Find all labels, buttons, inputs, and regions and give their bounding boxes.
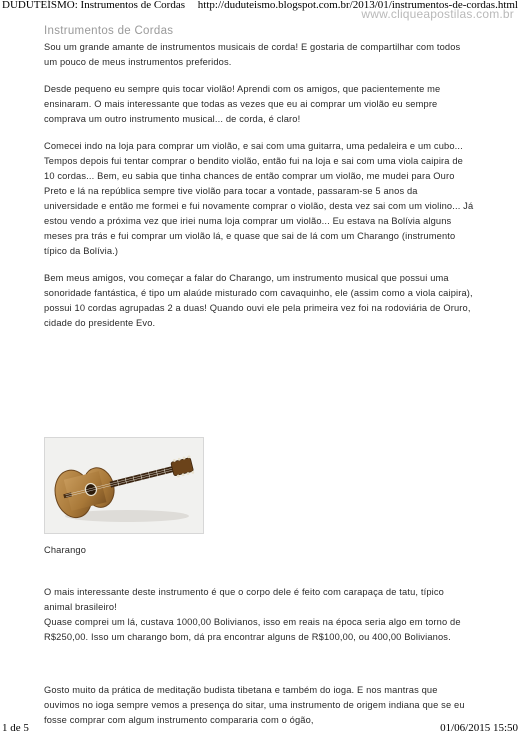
- paragraph: O mais interessante deste instrumento é que o corpo dele é feito com carapaça de tatu, típico animal brasileiro! Quase comprei um lá, custava 1000,00 Bolivianos, isso em reais na época seria algo em torno de R$250,00. Isso um charango bom, dá pra encontrar alguns de R$100,00, ou 400,00 Bolivianos.: [44, 587, 461, 642]
- post-title: Instrumentos de Cordas: [44, 25, 174, 37]
- post-body: [44, 40, 474, 343]
- watermark: www.cliqueapostilas.com.br: [361, 7, 514, 21]
- paragraph: Bem meus amigos, vou começar a falar do Charango, um instrumento musical que possui uma sonoridade fantástica, é tipo um alaúde misturado com cavaquinho, ele (assim como a viola caipira), possui 10 cordas agrupadas 2 a duas! Quando ouvi ele pela primeira vez foi na rodoviária de Oruro, cidade do presidente Evo.: [44, 273, 473, 328]
- print-header-url[interactable]: http://duduteismo.blogspot.com.br/2013/01/instrumentos-de-cordas.html: [197, 0, 518, 11]
- post-body-continued: [44, 585, 474, 659]
- paragraph: Desde pequeno eu sempre quis tocar violão! Aprendi com os amigos, que pacientemente me ensinaram. O mais interessante que todas as vezes que eu ai comprar um violão eu sempre comprava um outro instrumento musical... de corda, é claro!: [44, 84, 441, 124]
- page-number: 1 de 5: [2, 722, 29, 734]
- paragraph: Sou um grande amante de instrumentos musicais de corda! E gostaria de compartilhar com todos um pouco de meus instrumentos preferidos.: [44, 42, 461, 67]
- post-body-last: [44, 683, 474, 728]
- print-timestamp: 01/06/2015 15:50: [440, 722, 518, 734]
- paragraph: Gosto muito da prática de meditação budista tibetana e também do ioga. E nos mantras que ouvimos no ioga sempre vemos a presença do sitar, uma instrumento de origem indiana que se eu fosse comprar com algum instrumento compararia com o ógão,: [44, 685, 465, 725]
- charango-photo[interactable]: [44, 437, 204, 534]
- print-header-title: DUDUTEÍSMO: Instrumentos de Cordas: [2, 0, 186, 11]
- paragraph: Comecei indo na loja para comprar um violão, e sai com uma guitarra, uma pedaleira e um cubo... Tempos depois fui tentar comprar o bendito violão, então fui na loja e sai com uma viola caipira de 10 cordas... Bem, eu sabia que tinha chances de então comprar um violão, me mudei para Ouro Preto e lá na república sempre tive violão para tocar a vontade, passaram-se 5 anos da universidade e então me formei e fui novamente comprar o violão, desta vez sai com um violino... Já estou vendo a próxima vez que iriei numa loja comprar um violão... Eu estava na Bolívia alguns meses pra trás e fui comprar um violão lá, e quase que sai de lá com um Charango (instrumento típico da Bolívia.): [44, 141, 474, 256]
- charango-image: [45, 438, 203, 533]
- image-caption: Charango: [44, 545, 87, 555]
